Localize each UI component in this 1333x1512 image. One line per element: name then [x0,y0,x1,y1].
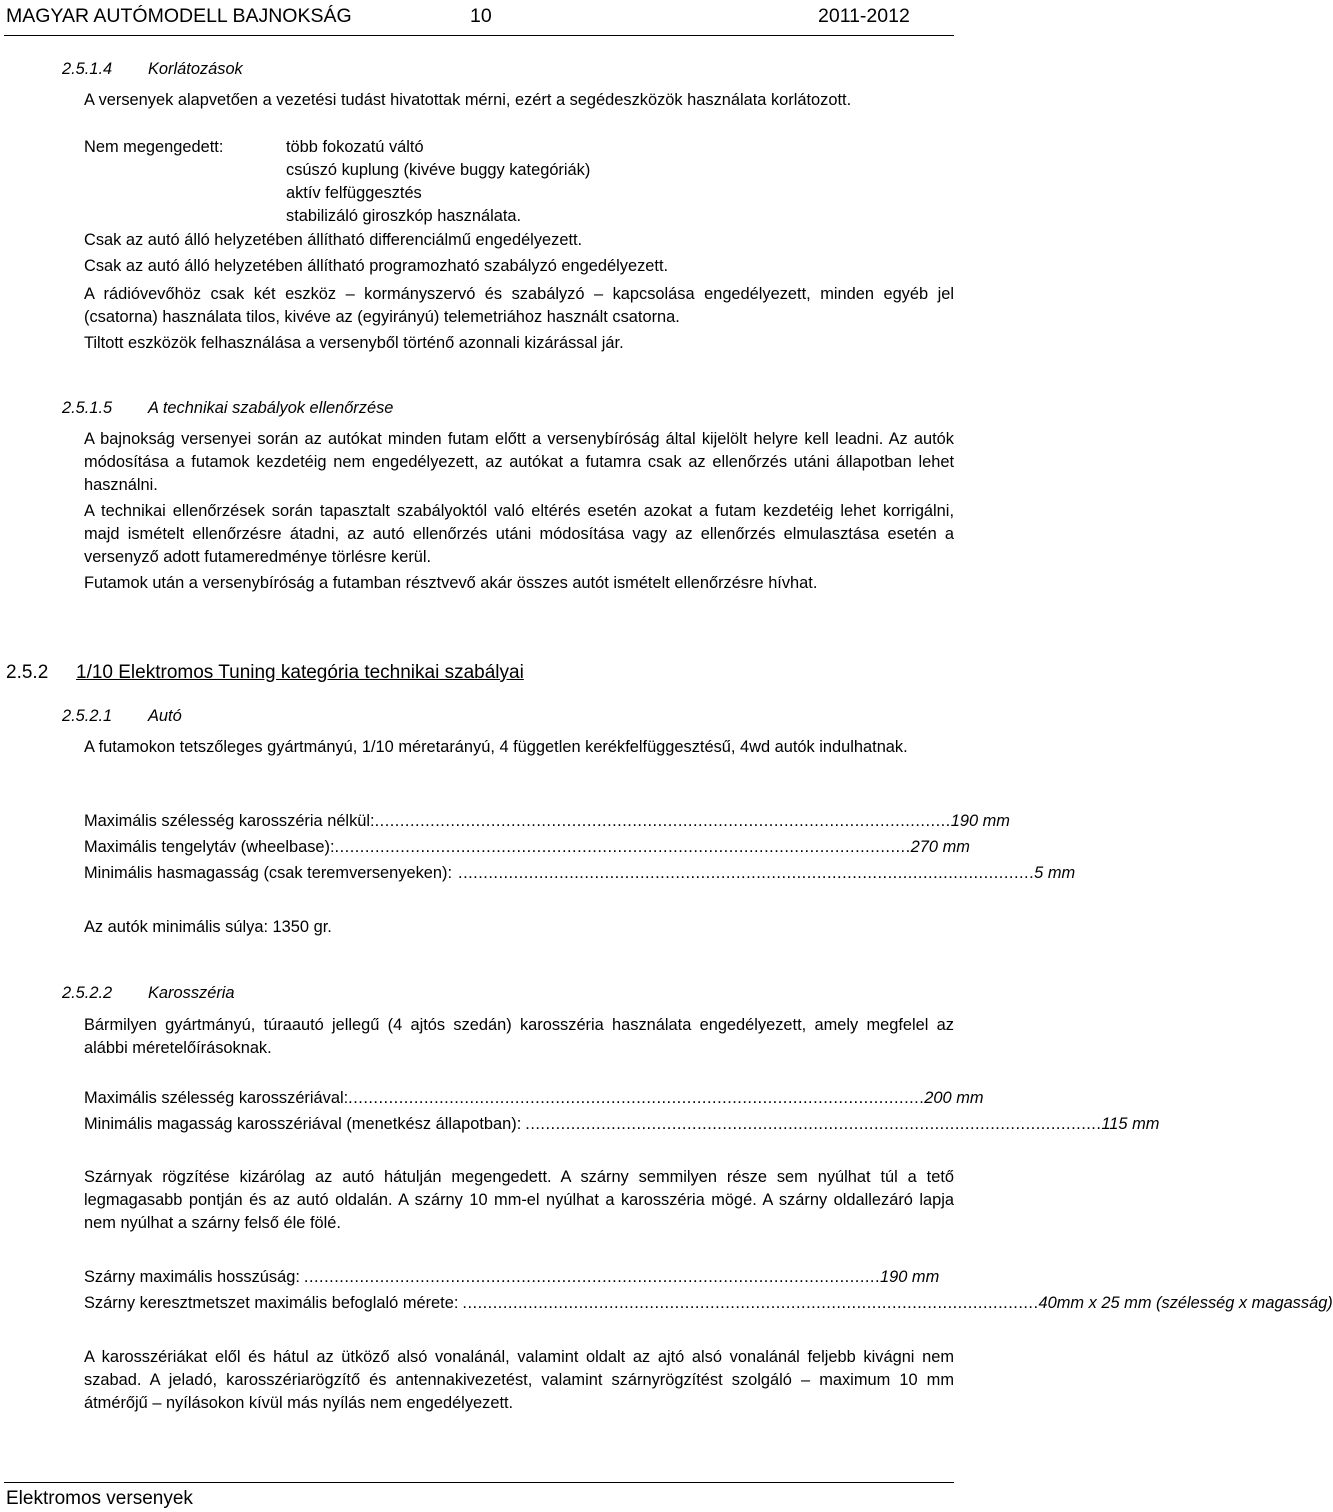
spec-row [84,1089,984,1111]
section-252-number: 2.5.2 [6,662,49,683]
section-2514-paragraph-3: Csak az autó álló helyzetében állítható programozható szabályzó engedélyezett. [84,257,669,275]
section-2514-number: 2.5.1.4 [62,60,113,78]
spec-row [84,1268,940,1290]
section-2515-paragraph-2: A technikai ellenőrzések során tapasztalt szabályoktól való eltérés esetén azokat a futam kezdetéig lehet korrigálni, majd ismételt ellenőrzésre átadni, az autó ellenőrzés utáni módosítása vagy az ellenőrzés elmulasztása esetén a versenyző adott futameredménye törlésre kerül. [84,502,954,566]
section-2521-paragraph-1: A futamokon tetszőleges gyártmányú, 1/10 méretarányú, 4 független kerékfelfüggesztésű, 4wd autók indulhatnak. [84,738,908,756]
header-rule [4,35,954,36]
spec-value: 5 mm [1034,864,1076,882]
spec-label: Maximális szélesség karosszéria nélkül: [84,812,375,830]
section-2522-number: 2.5.2.2 [62,984,113,1002]
spec-value: 40mm x 25 mm (szélesség x magasság) [1038,1294,1333,1312]
footer-rule [4,1482,954,1483]
spec-label: Szárny maximális hosszúság: [84,1268,300,1286]
nem-megengedett-label: Nem megengedett: [84,138,224,156]
spec-row [84,1294,1333,1316]
section-2514-title: Korlátozások [148,60,243,78]
spec-row [84,864,1076,886]
leader-dots: .................................................................................................................. [458,864,1035,882]
section-2522-paragraph-1: Bármilyen gyártmányú, túraautó jellegű (4 ajtós szedán) karosszéria használata engedélyezett, amely megfelel az alábbi méretelőírásoknak. [84,1016,954,1057]
spec-label: Minimális magasság karosszériával (menetkész állapotban): [84,1115,522,1133]
list-item: aktív felfüggesztés [286,184,422,202]
section-2522-paragraph-3: A karosszériákat elől és hátul az ütköző alsó vonalánál, valamint oldalt az ajtó alsó vonalánál feljebb kivágni nem szabad. A jeladó, karosszériarögzítő és antennakivezetést, valamint szárnyrögzítést szolgáló – maximum 10 mm átmérőjű – nyílásokon kívül más nyílás nem engedélyezett. [84,1348,954,1412]
spec-label: Maximális szélesség karosszériával: [84,1089,349,1107]
section-2522-title: Karosszéria [148,984,235,1002]
leader-dots: .................................................................................................................. [334,838,911,856]
leader-dots: .................................................................................................................. [462,1294,1039,1312]
footer-title: Elektromos versenyek [6,1488,193,1509]
leader-dots: .................................................................................................................. [303,1268,881,1286]
section-2514-paragraph-4: A rádióvevőhöz csak két eszköz – kormányszervó és szabályzó – kapcsolása engedélyezett, minden egyéb jel (csatorna) használata tilos, kivéve az (egyirányú) telemetriához használt csatorna. [84,285,954,326]
leader-dots: .................................................................................................................. [374,812,951,830]
spec-value: 115 mm [1101,1115,1160,1133]
section-2514-paragraph-2: Csak az autó álló helyzetében állítható differenciálmű engedélyezett. [84,231,583,249]
spec-value: 190 mm [950,812,1010,830]
spec-row [84,838,970,860]
leader-dots: .................................................................................................................. [348,1089,925,1107]
list-item: stabilizáló giroszkóp használata. [286,207,522,225]
spec-value: 190 mm [880,1268,940,1286]
leader-dots: .................................................................................................................. [525,1115,1102,1133]
section-2515-paragraph-3: Futamok után a versenybíróság a futamban résztvevő akár összes autót ismételt ellenőrzésre hívhat. [84,574,818,592]
section-2514-paragraph-5: Tiltott eszközök felhasználása a versenyből történő azonnali kizárással jár. [84,334,624,352]
spec-label: Maximális tengelytáv (wheelbase): [84,838,335,856]
header-title: MAGYAR AUTÓMODELL BAJNOKSÁG [6,5,352,27]
section-2521-number: 2.5.2.1 [62,707,113,725]
spec-value: 200 mm [924,1089,984,1107]
section-2521-paragraph-2: Az autók minimális súlya: 1350 gr. [84,918,332,936]
page-number: 10 [470,5,492,27]
section-2515-title: A technikai szabályok ellenőrzése [148,399,394,417]
section-2522-paragraph-2: Szárnyak rögzítése kizárólag az autó hátulján megengedett. A szárny semmilyen része sem nyúlhat túl a tető legmagasabb pontján és az autó oldalán. A szárny 10 mm-el nyúlhat a karosszéria mögé. A szárny oldallezáró lapja nem nyúlhat a szárny felső éle fölé. [84,1168,954,1232]
spec-row [84,1115,1160,1137]
section-252-title: 1/10 Elektromos Tuning kategória technikai szabályai [76,662,524,683]
section-2515-paragraph-1: A bajnokság versenyei során az autókat minden futam előtt a versenybíróság által kijelölt helyre kell leadni. Az autók módosítása a futamok kezdetéig nem engedélyezett, az autókat a futamra csak az ellenőrzés utáni állapotban lehet használni. [84,430,954,494]
spec-value: 270 mm [910,838,970,856]
section-2521-title: Autó [148,707,182,725]
header-year: 2011-2012 [818,5,910,27]
spec-row [84,812,1010,834]
spec-label: Minimális hasmagasság (csak teremversenyeken): [84,864,453,882]
list-item: több fokozatú váltó [286,138,424,156]
list-item: csúszó kuplung (kivéve buggy kategóriák) [286,161,591,179]
spec-label: Szárny keresztmetszet maximális befoglaló mérete: [84,1294,459,1312]
section-2515-number: 2.5.1.5 [62,399,113,417]
section-2514-paragraph-1: A versenyek alapvetően a vezetési tudást hivatottak mérni, ezért a segédeszközök használata korlátozott. [84,91,852,109]
